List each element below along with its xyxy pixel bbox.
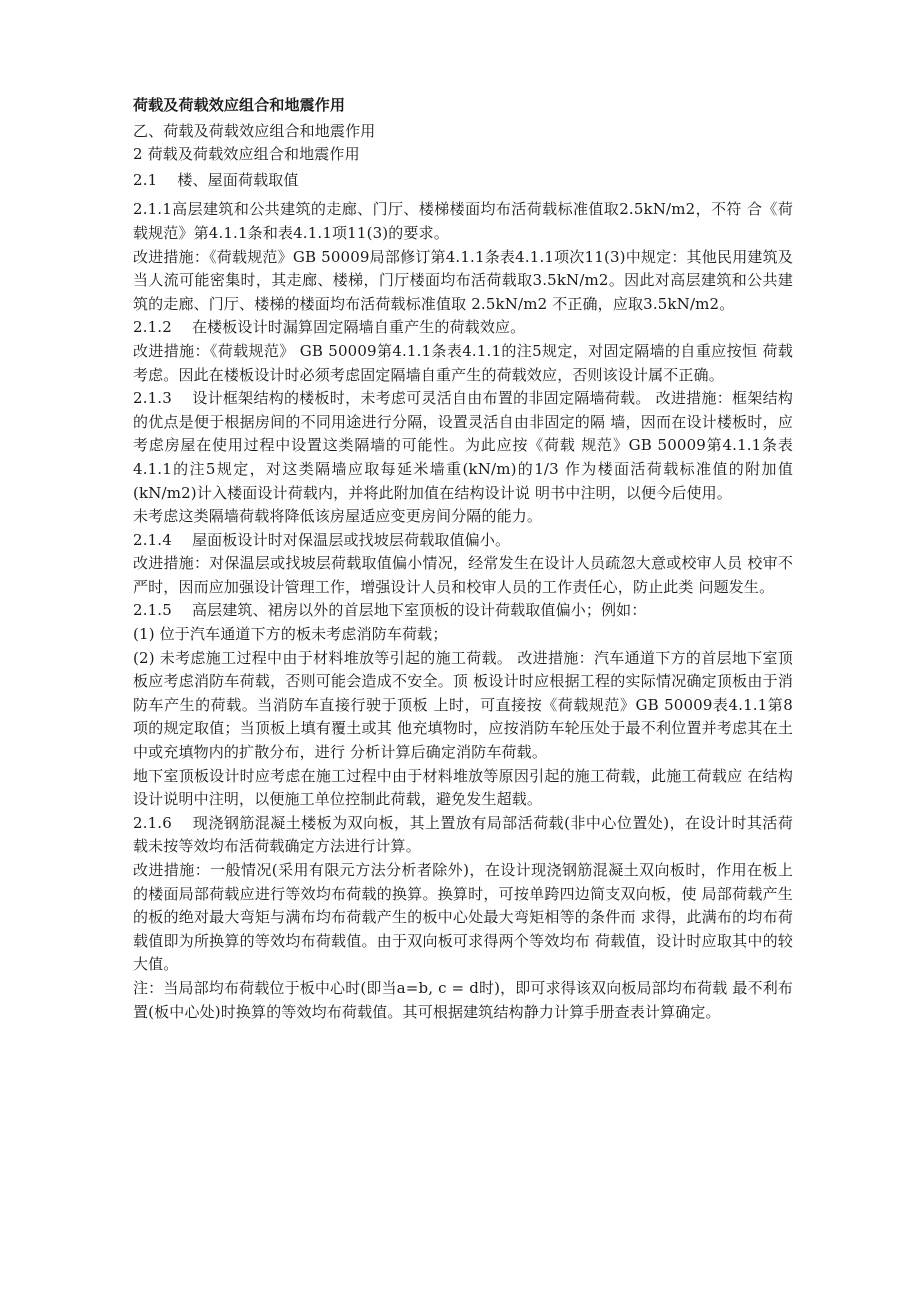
- paragraph-2-1-3: 2.1.3 设计框架结构的楼板时，未考虑可灵活自由布置的非固定隔墙荷载。 改进措施：框架结构的优点是便于根据房间的不同用途进行分隔，设置灵活自由非固定的隔 墙，因而在设计楼板时，应考虑房屋在使用过程中设置这类隔墙的可能性。为此应按《荷载 规范》GB 50009第4.1.1条表4.1.1的注5规定，对这类隔墙应取每延米墙重(kN/m)的1/3 作为楼面活荷载标准值的附加值(kN/m2)计入楼面设计荷载内，并将此附加值在结构设计说 明书中注明，以便今后使用。: [133, 389, 793, 502]
- paragraph-2-1-4: 2.1.4 屋面板设计时对保温层或找坡层荷载取值偏小。: [133, 530, 511, 549]
- list-item-1: (1) 位于汽车通道下方的板未考虑消防车荷载；: [133, 625, 448, 644]
- paragraph-2-1-5: 2.1.5 高层建筑、裙房以外的首层地下室顶板的设计荷载取值偏小；例如：: [133, 601, 647, 620]
- paragraph-2-1-6: 2.1.6 现浇钢筋混凝土楼板为双向板，其上置放有局部活荷载(非中心位置处)，在设计时其活荷载未按等效均布活荷载确定方法进行计算。: [133, 813, 793, 856]
- subtitle-2: 2 荷载及荷载效应组合和地震作用: [133, 145, 360, 164]
- body-text: [133, 198, 793, 1024]
- paragraph-improvement: 改进措施：一般情况(采用有限元方法分析者除外)，在设计现浇钢筋混凝土双向板时，作用在板上的楼面局部荷载应进行等效均布荷载的换算。换算时，可按单跨四边简支双向板，使 局部荷载产生的板的绝对最大弯矩与满布均布荷载产生的板中心处最大弯矩相等的条件而 求得，此满布的均布荷载值即为所换算的等效均布荷载值。由于双向板可求得两个等效均布 荷载值，设计时应取其中的较大值。: [133, 861, 793, 974]
- paragraph-footnote: 注：当局部均布荷载位于板中心时(即当a=b, c = d时)，即可求得该双向板局部均布荷载 最不利布置(板中心处)时换算的等效均布荷载值。其可根据建筑结构静力计算手册查表计算确定。: [133, 978, 793, 1021]
- document-title: 荷载及荷载效应组合和地震作用: [133, 96, 346, 114]
- document-page: [133, 94, 793, 1024]
- list-item-2: (2) 未考虑施工过程中由于材料堆放等引起的施工荷载。 改进措施：汽车通道下方的首层地下室顶板应考虑消防车荷载，否则可能会造成不安全。顶 板设计时应根据工程的实际情况确定顶板由于消防车产生的荷载。当消防车直接行驶于顶板 上时，可直接按《荷载规范》GB 50009表4.1.1第8项的规定取值；当顶板上填有覆土或其 他充填物时，应按消防车轮压处于最不利位置并考虑其在土中或充填物内的扩散分布，进行 分析计算后确定消防车荷载。: [133, 648, 793, 762]
- paragraph-basement: 地下室顶板设计时应考虑在施工过程中由于材料堆放等原因引起的施工荷载，此施工荷载应 在结构设计说明中注明，以便施工单位控制此荷载，避免发生超载。: [133, 766, 793, 809]
- paragraph-2-1-1: 2.1.1高层建筑和公共建筑的走廊、门厅、楼梯楼面均布活荷载标准值取2.5kN/m2，不符 合《荷载规范》第4.1.1条和表4.1.1项11(3)的要求。: [133, 200, 793, 242]
- paragraph-improvement: 改进措施：《荷载规范》GB 50009局部修订第4.1.1条表4.1.1项次11(3)中规定：其他民用建筑及当人流可能密集时，其走廊、楼梯，门厅楼面均布活荷载取3.5kN/m2。因此对高层建筑和公共建筑的走廊、门厅、楼梯的楼面均布活荷载标准值取 2.5kN/m2 不正确，应取3.5kN/m2。: [133, 247, 793, 313]
- section-heading-2-1: 2.1 楼、屋面荷载取值: [133, 170, 299, 189]
- paragraph-improvement: 改进措施：对保温层或找坡层荷载取值偏小情况，经常发生在设计人员疏忽大意或校审人员 校审不严时，因而应加强设计管理工作，增强设计人员和校审人员的工作责任心，防止此类 问题发生。: [133, 554, 793, 596]
- subtitle-1: 乙、荷载及荷载效应组合和地震作用: [133, 121, 376, 140]
- paragraph-improvement: 改进措施：《荷载规范》 GB 50009第4.1.1条表4.1.1的注5规定，对固定隔墙的自重应按恒 荷载考虑。因此在楼板设计时必须考虑固定隔墙自重产生的荷载效应，否则该设计属不正确。: [133, 341, 793, 384]
- paragraph-note: 未考虑这类隔墙荷载将降低该房屋适应变更房间分隔的能力。: [133, 507, 543, 526]
- paragraph-2-1-2: 2.1.2 在楼板设计时漏算固定隔墙自重产生的荷载效应。: [133, 318, 526, 337]
